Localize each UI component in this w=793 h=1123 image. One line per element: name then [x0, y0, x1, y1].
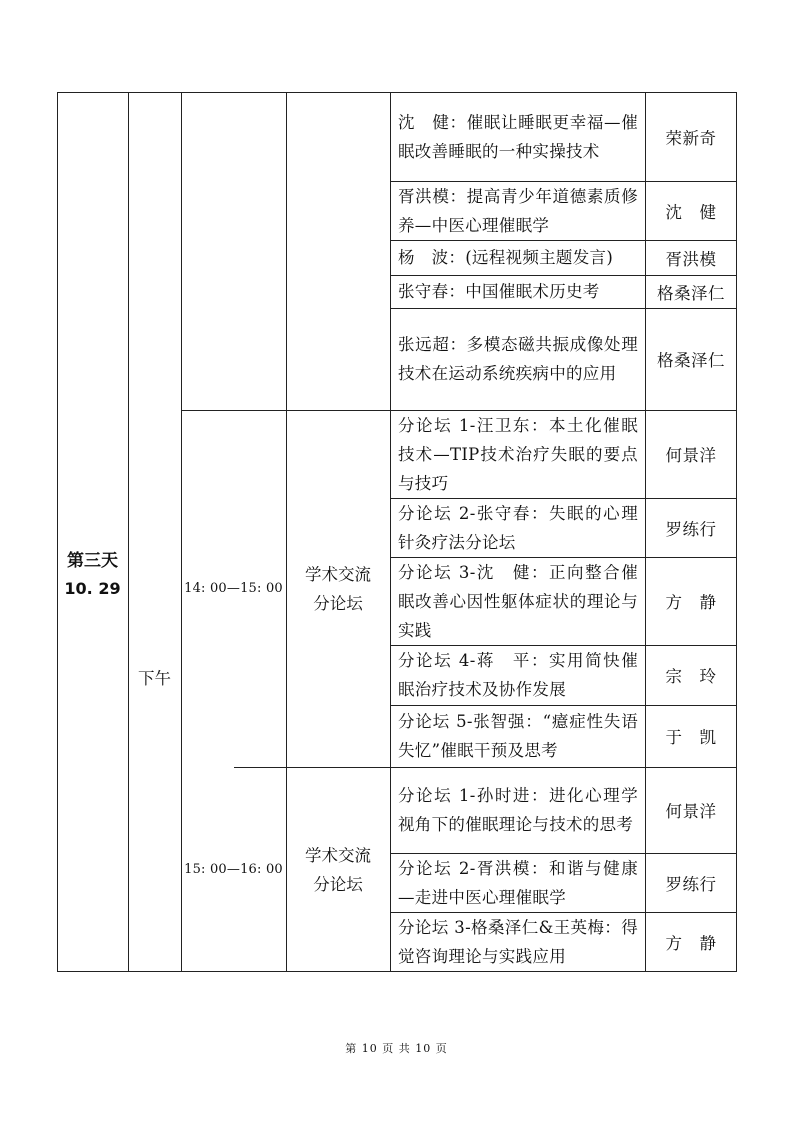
topic-cell: 沈 健：催眠让睡眠更幸福—催眠改善睡眠的一种实操技术: [398, 112, 638, 161]
topic-cell: 分论坛 2-胥洪模：和谐与健康—走进中医心理催眠学: [398, 858, 638, 907]
host-cell: 格桑泽仁: [657, 351, 725, 370]
time-cell: [181, 767, 286, 972]
period-label: 下午: [138, 669, 171, 688]
page-footer: 第 10 页 共 10 页: [345, 1042, 448, 1055]
host-cell: 何景洋: [665, 446, 717, 465]
format-line: 分论坛: [313, 874, 363, 894]
format-cell: [286, 767, 390, 972]
topic-cell: 张远超：多模态磁共振成像处理技术在运动系统疾病中的应用: [398, 335, 638, 383]
host-cell: 何景洋: [665, 802, 717, 821]
topic-cell: 分论坛 1-汪卫东：本土化催眠技术—TIP技术治疗失眠的要点与技巧: [398, 415, 638, 493]
topic-cell: 分论坛 3-格桑泽仁&王英梅：得觉咨询理论与实践应用: [398, 918, 638, 966]
schedule-table: [57, 92, 737, 972]
topic-cell: 分论坛 5-张智强：“癔症性失语失忆”催眠干预及思考: [398, 712, 638, 760]
host-cell: 荣新奇: [665, 128, 717, 148]
host-cell: 宗 玲: [665, 667, 717, 686]
format-cell: [286, 410, 390, 767]
host-cell: 胥洪模: [665, 249, 717, 269]
host-cell: 罗练行: [665, 519, 717, 539]
topic-cell: 张守春：中国催眠术历史考: [398, 282, 600, 301]
day-date: 10. 29: [64, 579, 121, 598]
topic-cell: 杨 波：(远程视频主题发言): [398, 248, 614, 267]
host-cell: 于 凯: [665, 728, 717, 747]
period-cell: [128, 410, 181, 972]
day-label: 第三天: [67, 551, 118, 571]
format-line: 学术交流: [305, 564, 371, 584]
topic-cell: 分论坛 4-蒋 平：实用简快催眠治疗技术及协作发展: [398, 651, 638, 699]
host-cell: 格桑泽仁: [657, 283, 725, 303]
host-cell: 方 静: [665, 593, 717, 612]
host-cell: 沈 健: [665, 202, 717, 222]
format-line: 学术交流: [305, 845, 371, 865]
topic-cell: 胥洪模：提高青少年道德素质修养—中医心理催眠学: [398, 186, 638, 235]
time-cell: [181, 410, 286, 767]
topic-cell: 分论坛 1-孙时进：进化心理学视角下的催眠理论与技术的思考: [398, 786, 638, 834]
day-cell: [57, 92, 128, 972]
topic-cell: 分论坛 2-张守春：失眠的心理针灸疗法分论坛: [398, 503, 638, 552]
topic-cell: 分论坛 3-沈 健：正向整合催眠改善心因性躯体症状的理论与实践: [398, 562, 638, 640]
format-line: 分论坛: [313, 593, 363, 613]
time-range: 15: 00—16: 00: [184, 862, 283, 877]
host-cell: 罗练行: [665, 874, 717, 894]
time-range: 14: 00—15: 00: [184, 581, 283, 596]
host-cell: 方 静: [665, 934, 717, 953]
